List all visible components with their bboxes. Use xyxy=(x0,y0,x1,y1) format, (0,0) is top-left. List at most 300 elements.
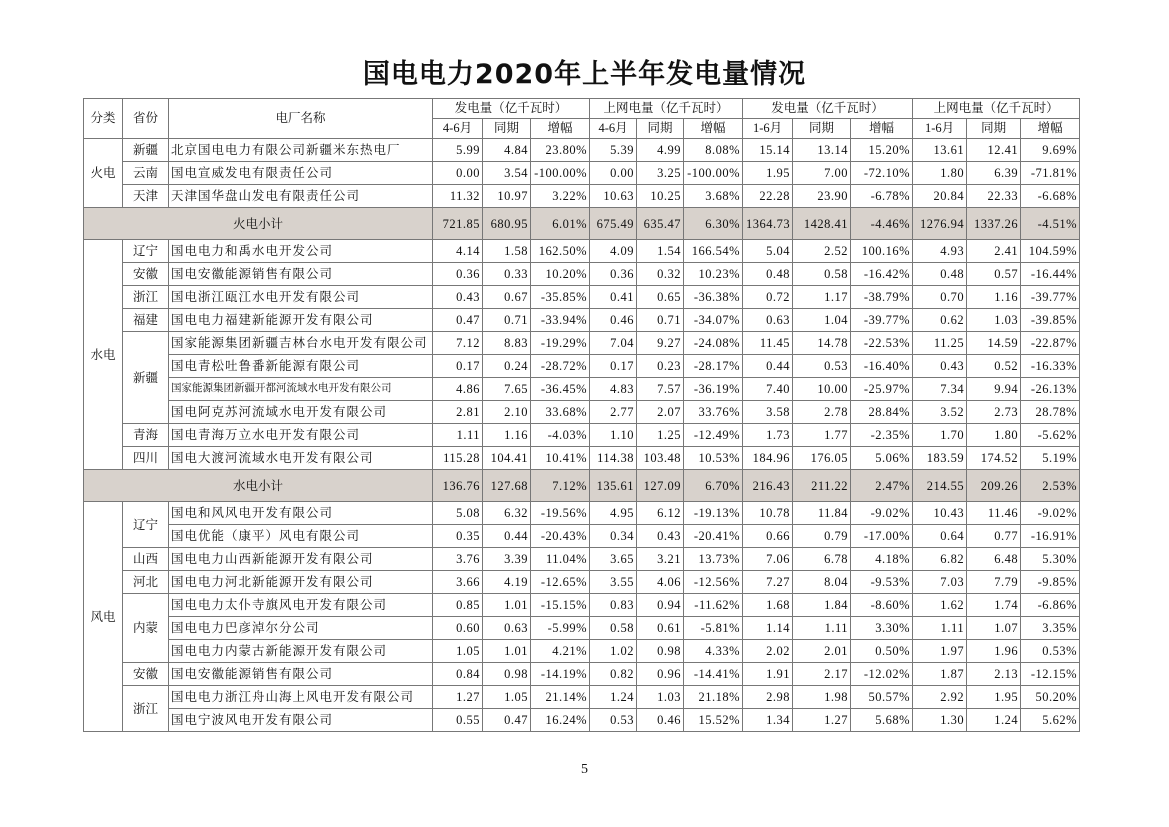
value-cell: 10.63 xyxy=(590,185,637,208)
value-cell: 13.61 xyxy=(913,139,967,162)
value-cell: 183.59 xyxy=(913,447,967,470)
value-cell: 4.83 xyxy=(590,378,637,401)
value-cell: 7.79 xyxy=(967,571,1021,594)
value-cell: 5.39 xyxy=(590,139,637,162)
value-cell: -39.77% xyxy=(851,309,913,332)
province-cell: 福建 xyxy=(123,309,169,332)
value-cell: 0.98 xyxy=(483,663,531,686)
value-cell: -25.97% xyxy=(851,378,913,401)
value-cell: 3.54 xyxy=(483,162,531,185)
value-cell: 2.52 xyxy=(793,240,851,263)
subtotal-value-cell: 214.55 xyxy=(913,470,967,502)
value-cell: 7.03 xyxy=(913,571,967,594)
value-cell: 4.06 xyxy=(637,571,684,594)
category-cell: 火电 xyxy=(84,139,123,208)
subtotal-value-cell: 211.22 xyxy=(793,470,851,502)
column-subheader: 4-6月 xyxy=(433,119,483,139)
value-cell: 3.66 xyxy=(433,571,483,594)
value-cell: 4.18% xyxy=(851,548,913,571)
value-cell: 115.28 xyxy=(433,447,483,470)
value-cell: 3.39 xyxy=(483,548,531,571)
generation-table xyxy=(83,98,1080,732)
value-cell: 1.04 xyxy=(793,309,851,332)
value-cell: 6.12 xyxy=(637,502,684,525)
subtotal-value-cell: 2.47% xyxy=(851,470,913,502)
value-cell: 21.14% xyxy=(531,686,590,709)
value-cell: 0.94 xyxy=(637,594,684,617)
value-cell: 13.73% xyxy=(684,548,743,571)
value-cell: 1.11 xyxy=(793,617,851,640)
value-cell: 1.03 xyxy=(967,309,1021,332)
column-subheader: 增幅 xyxy=(1021,119,1080,139)
value-cell: 1.62 xyxy=(913,594,967,617)
value-cell: -22.53% xyxy=(851,332,913,355)
value-cell: 2.02 xyxy=(743,640,793,663)
value-cell: -12.65% xyxy=(531,571,590,594)
value-cell: 6.48 xyxy=(967,548,1021,571)
province-cell: 浙江 xyxy=(123,686,169,732)
plant-name-cell: 国电电力巴彦淖尔分公司 xyxy=(169,617,433,640)
value-cell: 9.27 xyxy=(637,332,684,355)
subtotal-value-cell: 6.70% xyxy=(684,470,743,502)
value-cell: 33.68% xyxy=(531,401,590,424)
plant-name-cell: 国电电力浙江舟山海上风电开发有限公司 xyxy=(169,686,433,709)
value-cell: 5.68% xyxy=(851,709,913,732)
province-cell: 安徽 xyxy=(123,663,169,686)
value-cell: 2.13 xyxy=(967,663,1021,686)
value-cell: 7.04 xyxy=(590,332,637,355)
value-cell: 10.25 xyxy=(637,185,684,208)
table-row xyxy=(84,309,1080,332)
plant-name-cell: 国电安徽能源销售有限公司 xyxy=(169,663,433,686)
value-cell: 0.72 xyxy=(743,286,793,309)
plant-name-cell: 国电电力内蒙古新能源开发有限公司 xyxy=(169,640,433,663)
province-cell: 山西 xyxy=(123,548,169,571)
value-cell: 4.99 xyxy=(637,139,684,162)
value-cell: 1.14 xyxy=(743,617,793,640)
value-cell: -39.77% xyxy=(1021,286,1080,309)
value-cell: 5.19% xyxy=(1021,447,1080,470)
value-cell: -19.29% xyxy=(531,332,590,355)
value-cell: 0.60 xyxy=(433,617,483,640)
column-group-header: 发电量（亿千瓦时） xyxy=(433,99,590,119)
value-cell: 8.04 xyxy=(793,571,851,594)
value-cell: 104.59% xyxy=(1021,240,1080,263)
value-cell: 2.10 xyxy=(483,401,531,424)
value-cell: 1.25 xyxy=(637,424,684,447)
value-cell: 5.62% xyxy=(1021,709,1080,732)
value-cell: 0.48 xyxy=(913,263,967,286)
value-cell: 1.05 xyxy=(483,686,531,709)
header-row xyxy=(84,99,1080,119)
value-cell: 0.77 xyxy=(967,525,1021,548)
value-cell: -28.72% xyxy=(531,355,590,378)
value-cell: 28.78% xyxy=(1021,401,1080,424)
value-cell: 10.00 xyxy=(793,378,851,401)
value-cell: -36.38% xyxy=(684,286,743,309)
value-cell: 0.50% xyxy=(851,640,913,663)
value-cell: -8.60% xyxy=(851,594,913,617)
plant-name-cell: 国电电力福建新能源开发有限公司 xyxy=(169,309,433,332)
value-cell: -28.17% xyxy=(684,355,743,378)
subtotal-value-cell: 675.49 xyxy=(590,208,637,240)
value-cell: -71.81% xyxy=(1021,162,1080,185)
subtotal-value-cell: 1276.94 xyxy=(913,208,967,240)
value-cell: 33.76% xyxy=(684,401,743,424)
subtotal-label: 火电小计 xyxy=(84,208,433,240)
value-cell: -11.62% xyxy=(684,594,743,617)
value-cell: 8.08% xyxy=(684,139,743,162)
value-cell: 0.55 xyxy=(433,709,483,732)
column-subheader: 增幅 xyxy=(684,119,743,139)
value-cell: 5.04 xyxy=(743,240,793,263)
plant-name-cell: 国电电力太仆寺旗风电开发有限公司 xyxy=(169,594,433,617)
value-cell: 0.62 xyxy=(913,309,967,332)
subtotal-value-cell: 209.26 xyxy=(967,470,1021,502)
value-cell: 1.80 xyxy=(913,162,967,185)
value-cell: 0.41 xyxy=(590,286,637,309)
value-cell: 4.14 xyxy=(433,240,483,263)
value-cell: -14.41% xyxy=(684,663,743,686)
value-cell: 0.46 xyxy=(590,309,637,332)
subtotal-value-cell: 136.76 xyxy=(433,470,483,502)
value-cell: 1.01 xyxy=(483,640,531,663)
value-cell: -9.53% xyxy=(851,571,913,594)
value-cell: 0.58 xyxy=(590,617,637,640)
table-row xyxy=(84,286,1080,309)
value-cell: -26.13% xyxy=(1021,378,1080,401)
value-cell: -15.15% xyxy=(531,594,590,617)
column-subheader: 1-6月 xyxy=(913,119,967,139)
subtotal-label: 水电小计 xyxy=(84,470,433,502)
value-cell: 11.25 xyxy=(913,332,967,355)
value-cell: 1.74 xyxy=(967,594,1021,617)
value-cell: 2.98 xyxy=(743,686,793,709)
subtotal-value-cell: 1364.73 xyxy=(743,208,793,240)
value-cell: 0.46 xyxy=(637,709,684,732)
value-cell: 2.92 xyxy=(913,686,967,709)
value-cell: 5.08 xyxy=(433,502,483,525)
value-cell: 5.99 xyxy=(433,139,483,162)
plant-name-cell: 国电大渡河流域水电开发有限公司 xyxy=(169,447,433,470)
value-cell: 1.91 xyxy=(743,663,793,686)
value-cell: -33.94% xyxy=(531,309,590,332)
plant-name-cell: 国电阿克苏河流域水电开发有限公司 xyxy=(169,401,433,424)
value-cell: 16.24% xyxy=(531,709,590,732)
value-cell: 0.52 xyxy=(967,355,1021,378)
column-header-province: 省份 xyxy=(123,99,169,139)
subtotal-value-cell: 2.53% xyxy=(1021,470,1080,502)
table-row xyxy=(84,332,1080,355)
value-cell: 23.80% xyxy=(531,139,590,162)
value-cell: 21.18% xyxy=(684,686,743,709)
value-cell: 1.73 xyxy=(743,424,793,447)
subtotal-value-cell: 7.12% xyxy=(531,470,590,502)
value-cell: 1.05 xyxy=(433,640,483,663)
value-cell: 0.58 xyxy=(793,263,851,286)
plant-name-cell: 国电电力山西新能源开发有限公司 xyxy=(169,548,433,571)
value-cell: 14.59 xyxy=(967,332,1021,355)
value-cell: -12.56% xyxy=(684,571,743,594)
value-cell: 0.64 xyxy=(913,525,967,548)
plant-name-cell: 国电安徽能源销售有限公司 xyxy=(169,263,433,286)
subtotal-value-cell: 721.85 xyxy=(433,208,483,240)
province-cell: 新疆 xyxy=(123,139,169,162)
value-cell: 1.34 xyxy=(743,709,793,732)
value-cell: 7.27 xyxy=(743,571,793,594)
value-cell: 50.20% xyxy=(1021,686,1080,709)
table-row xyxy=(84,548,1080,571)
value-cell: 100.16% xyxy=(851,240,913,263)
value-cell: 7.65 xyxy=(483,378,531,401)
value-cell: 0.63 xyxy=(743,309,793,332)
value-cell: 1.54 xyxy=(637,240,684,263)
value-cell: 0.82 xyxy=(590,663,637,686)
value-cell: 5.30% xyxy=(1021,548,1080,571)
value-cell: 0.53 xyxy=(793,355,851,378)
value-cell: 3.21 xyxy=(637,548,684,571)
value-cell: 3.68% xyxy=(684,185,743,208)
value-cell: 0.65 xyxy=(637,286,684,309)
value-cell: 4.93 xyxy=(913,240,967,263)
value-cell: 0.17 xyxy=(433,355,483,378)
value-cell: 1.11 xyxy=(913,617,967,640)
value-cell: 2.78 xyxy=(793,401,851,424)
value-cell: 11.32 xyxy=(433,185,483,208)
value-cell: 2.81 xyxy=(433,401,483,424)
column-header-category: 分类 xyxy=(84,99,123,139)
value-cell: 10.20% xyxy=(531,263,590,286)
value-cell: 0.47 xyxy=(483,709,531,732)
value-cell: 3.25 xyxy=(637,162,684,185)
plant-name-cell: 国电宣威发电有限责任公司 xyxy=(169,162,433,185)
value-cell: -12.15% xyxy=(1021,663,1080,686)
province-cell: 新疆 xyxy=(123,332,169,424)
value-cell: -100.00% xyxy=(531,162,590,185)
value-cell: 114.38 xyxy=(590,447,637,470)
value-cell: 10.23% xyxy=(684,263,743,286)
value-cell: 6.39 xyxy=(967,162,1021,185)
column-subheader: 4-6月 xyxy=(590,119,637,139)
value-cell: 3.58 xyxy=(743,401,793,424)
category-cell: 风电 xyxy=(84,502,123,732)
value-cell: 174.52 xyxy=(967,447,1021,470)
value-cell: -12.02% xyxy=(851,663,913,686)
table-row xyxy=(84,263,1080,286)
value-cell: 1.24 xyxy=(967,709,1021,732)
value-cell: 0.47 xyxy=(433,309,483,332)
subtotal-row xyxy=(84,470,1080,502)
value-cell: 15.20% xyxy=(851,139,913,162)
value-cell: 2.41 xyxy=(967,240,1021,263)
table-row xyxy=(84,525,1080,548)
value-cell: 1.16 xyxy=(967,286,1021,309)
value-cell: -4.03% xyxy=(531,424,590,447)
value-cell: 4.33% xyxy=(684,640,743,663)
category-cell: 水电 xyxy=(84,240,123,470)
column-subheader: 1-6月 xyxy=(743,119,793,139)
value-cell: 0.32 xyxy=(637,263,684,286)
column-subheader: 同期 xyxy=(637,119,684,139)
table-row xyxy=(84,447,1080,470)
subtotal-value-cell: 1337.26 xyxy=(967,208,1021,240)
province-cell: 浙江 xyxy=(123,286,169,309)
value-cell: 0.67 xyxy=(483,286,531,309)
value-cell: 6.78 xyxy=(793,548,851,571)
value-cell: -6.68% xyxy=(1021,185,1080,208)
value-cell: 10.43 xyxy=(913,502,967,525)
column-subheader: 同期 xyxy=(967,119,1021,139)
value-cell: 0.85 xyxy=(433,594,483,617)
value-cell: -17.00% xyxy=(851,525,913,548)
value-cell: 1.10 xyxy=(590,424,637,447)
value-cell: 0.66 xyxy=(743,525,793,548)
value-cell: 0.36 xyxy=(590,263,637,286)
value-cell: 1.95 xyxy=(743,162,793,185)
value-cell: 3.30% xyxy=(851,617,913,640)
table-row xyxy=(84,355,1080,378)
value-cell: -16.33% xyxy=(1021,355,1080,378)
value-cell: 5.06% xyxy=(851,447,913,470)
value-cell: -16.44% xyxy=(1021,263,1080,286)
page-number: 5 xyxy=(581,762,588,777)
value-cell: -5.62% xyxy=(1021,424,1080,447)
plant-name-cell: 国电和风风电开发有限公司 xyxy=(169,502,433,525)
value-cell: 3.22% xyxy=(531,185,590,208)
value-cell: 1.02 xyxy=(590,640,637,663)
value-cell: 6.32 xyxy=(483,502,531,525)
value-cell: 104.41 xyxy=(483,447,531,470)
value-cell: 2.17 xyxy=(793,663,851,686)
subtotal-value-cell: 6.30% xyxy=(684,208,743,240)
value-cell: 7.40 xyxy=(743,378,793,401)
value-cell: 11.04% xyxy=(531,548,590,571)
value-cell: 1.27 xyxy=(433,686,483,709)
subtotal-value-cell: 127.68 xyxy=(483,470,531,502)
value-cell: 0.43 xyxy=(637,525,684,548)
plant-name-cell: 国家能源集团新疆吉林台水电开发有限公司 xyxy=(169,332,433,355)
plant-name-cell: 国电优能（康平）风电有限公司 xyxy=(169,525,433,548)
value-cell: 10.41% xyxy=(531,447,590,470)
value-cell: -16.91% xyxy=(1021,525,1080,548)
value-cell: 1.84 xyxy=(793,594,851,617)
value-cell: -38.79% xyxy=(851,286,913,309)
value-cell: 23.90 xyxy=(793,185,851,208)
value-cell: 11.45 xyxy=(743,332,793,355)
value-cell: -5.81% xyxy=(684,617,743,640)
column-subheader: 同期 xyxy=(793,119,851,139)
subtotal-value-cell: 216.43 xyxy=(743,470,793,502)
column-group-header: 上网电量（亿千瓦时） xyxy=(590,99,743,119)
value-cell: -5.99% xyxy=(531,617,590,640)
value-cell: 0.17 xyxy=(590,355,637,378)
plant-name-cell: 国电电力和禹水电开发公司 xyxy=(169,240,433,263)
value-cell: 1.24 xyxy=(590,686,637,709)
value-cell: 1.97 xyxy=(913,640,967,663)
value-cell: 1.96 xyxy=(967,640,1021,663)
value-cell: 11.84 xyxy=(793,502,851,525)
value-cell: 7.57 xyxy=(637,378,684,401)
value-cell: -24.08% xyxy=(684,332,743,355)
value-cell: -6.86% xyxy=(1021,594,1080,617)
column-group-header: 上网电量（亿千瓦时） xyxy=(913,99,1080,119)
value-cell: 10.97 xyxy=(483,185,531,208)
value-cell: 4.95 xyxy=(590,502,637,525)
column-subheader: 增幅 xyxy=(851,119,913,139)
table-row xyxy=(84,571,1080,594)
value-cell: -16.40% xyxy=(851,355,913,378)
value-cell: 0.35 xyxy=(433,525,483,548)
value-cell: 0.43 xyxy=(433,286,483,309)
value-cell: -20.41% xyxy=(684,525,743,548)
value-cell: 162.50% xyxy=(531,240,590,263)
plant-name-cell: 国电电力河北新能源开发有限公司 xyxy=(169,571,433,594)
value-cell: -20.43% xyxy=(531,525,590,548)
value-cell: 11.46 xyxy=(967,502,1021,525)
plant-name-cell: 国电青松吐鲁番新能源有限公司 xyxy=(169,355,433,378)
value-cell: 7.12 xyxy=(433,332,483,355)
value-cell: 1.11 xyxy=(433,424,483,447)
value-cell: -39.85% xyxy=(1021,309,1080,332)
value-cell: 0.34 xyxy=(590,525,637,548)
table-row xyxy=(84,686,1080,709)
plant-name-cell: 国电浙江瓯江水电开发有限公司 xyxy=(169,286,433,309)
value-cell: 0.00 xyxy=(433,162,483,185)
value-cell: 1.87 xyxy=(913,663,967,686)
value-cell: 50.57% xyxy=(851,686,913,709)
subtotal-value-cell: 680.95 xyxy=(483,208,531,240)
value-cell: 0.48 xyxy=(743,263,793,286)
province-cell: 辽宁 xyxy=(123,240,169,263)
value-cell: 1.68 xyxy=(743,594,793,617)
value-cell: 1.98 xyxy=(793,686,851,709)
table-row xyxy=(84,378,1080,401)
value-cell: 1.07 xyxy=(967,617,1021,640)
value-cell: 3.35% xyxy=(1021,617,1080,640)
value-cell: 0.33 xyxy=(483,263,531,286)
value-cell: -72.10% xyxy=(851,162,913,185)
value-cell: 1.17 xyxy=(793,286,851,309)
value-cell: 1.16 xyxy=(483,424,531,447)
value-cell: -35.85% xyxy=(531,286,590,309)
value-cell: 8.83 xyxy=(483,332,531,355)
value-cell: 0.83 xyxy=(590,594,637,617)
value-cell: 10.53% xyxy=(684,447,743,470)
plant-name-cell: 天津国华盘山发电有限责任公司 xyxy=(169,185,433,208)
value-cell: 28.84% xyxy=(851,401,913,424)
table-row xyxy=(84,162,1080,185)
table-row xyxy=(84,640,1080,663)
value-cell: 1.30 xyxy=(913,709,967,732)
value-cell: 14.78 xyxy=(793,332,851,355)
value-cell: 176.05 xyxy=(793,447,851,470)
subtotal-value-cell: 127.09 xyxy=(637,470,684,502)
value-cell: -16.42% xyxy=(851,263,913,286)
table-row xyxy=(84,139,1080,162)
value-cell: 1.70 xyxy=(913,424,967,447)
value-cell: 0.24 xyxy=(483,355,531,378)
value-cell: 2.01 xyxy=(793,640,851,663)
value-cell: 0.63 xyxy=(483,617,531,640)
value-cell: -36.19% xyxy=(684,378,743,401)
value-cell: 0.00 xyxy=(590,162,637,185)
value-cell: 0.53 xyxy=(590,709,637,732)
value-cell: -100.00% xyxy=(684,162,743,185)
province-cell: 云南 xyxy=(123,162,169,185)
value-cell: 0.71 xyxy=(637,309,684,332)
value-cell: -14.19% xyxy=(531,663,590,686)
table-row xyxy=(84,185,1080,208)
